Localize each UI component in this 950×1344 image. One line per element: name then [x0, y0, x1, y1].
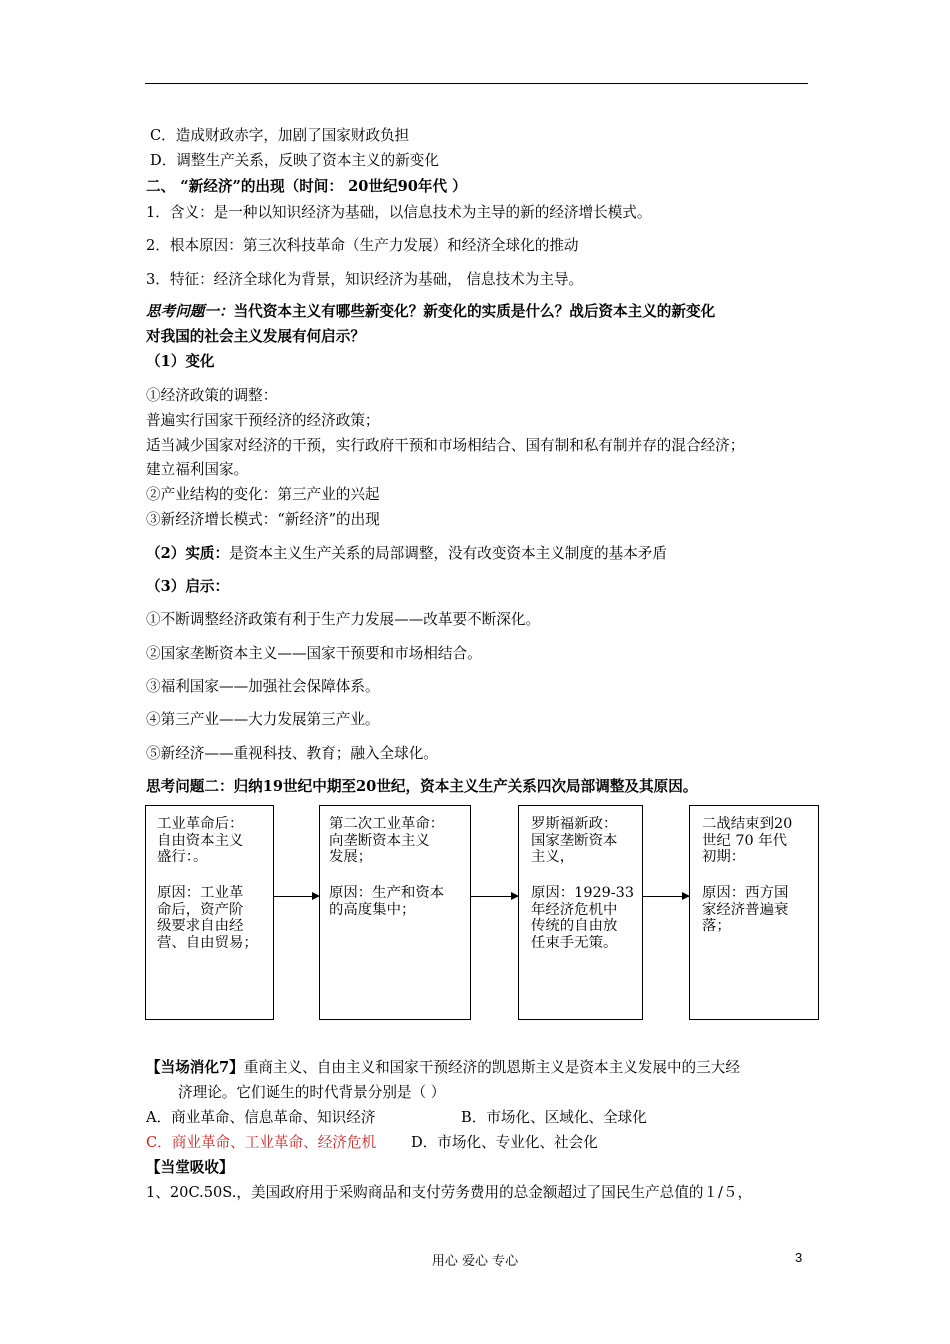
page-footer: 用心 爱心 专心 — [431, 1254, 519, 1269]
essence-label: （2）实质： — [146, 545, 230, 562]
exercise-7-text: 重商主义、自由主义和国家干预经济的凯恩斯主义是资本主义发展中的三大经 — [243, 1059, 740, 1076]
change-item-1b: 适当减少国家对经济的干预，实行政府干预和市场相结合、国有制和私有制并存的混合经济； — [146, 437, 745, 454]
question-1-line-2: 对我国的社会主义发展有何启示？ — [146, 328, 365, 345]
question-2: 思考问题二：归纳19世纪中期至20世纪，资本主义生产关系四次局部调整及其原因。 — [146, 778, 698, 795]
flow-box-1 — [145, 805, 274, 1020]
flow-box-4-reason: 原因：西方国 家经济普遍衰 落； — [702, 885, 789, 935]
flow-box-3 — [518, 805, 643, 1020]
flow-arrow-1 — [274, 896, 319, 897]
answer-option-b: B．市场化、区域化、全球化 — [461, 1109, 647, 1126]
flow-box-4 — [689, 805, 819, 1020]
change-item-2: ②产业结构的变化：第三产业的兴起 — [146, 486, 380, 503]
flow-box-2-title: 第二次工业革命： 向垄断资本主义 发展； — [329, 816, 445, 866]
option-c-line: C．造成财政赤字，加剧了国家财政负担 — [150, 127, 410, 144]
absorb-heading: 【当堂吸收】 — [146, 1159, 234, 1176]
change-item-1c: 建立福利国家。 — [146, 461, 249, 478]
flow-box-3-title: 罗斯福新政： 国家垄断资本 主义， — [531, 816, 618, 866]
question-1-text: 当代资本主义有哪些新变化？新变化的实质是什么？战后资本主义的新变化 — [233, 303, 716, 320]
enlightenment-item-1: ①不断调整经济政策有利于生产力发展——改革要不断深化。 — [146, 611, 541, 628]
flow-box-1-reason: 原因：工业革 命后，资产阶 级要求自由经 营、自由贸易； — [157, 885, 258, 951]
root-cause-line: 2．根本原因：第三次科技革命（生产力发展）和经济全球化的推动 — [146, 237, 579, 254]
change-heading: （1）变化 — [146, 353, 215, 370]
change-item-3: ③新经济增长模式：“新经济”的出现 — [146, 511, 380, 528]
answer-option-d: D．市场化、专业化、社会化 — [411, 1134, 598, 1151]
section-2-heading: 二、 “新经济”的出现（时间： 20世纪90年代 ） — [146, 178, 467, 195]
header-rule — [145, 83, 808, 84]
enlightenment-item-3: ③福利国家——加强社会保障体系。 — [146, 678, 380, 695]
option-d-line: D．调整生产关系，反映了资本主义的新变化 — [150, 152, 439, 169]
page-number: 3 — [795, 1250, 803, 1265]
answer-option-a: A．商业革命、信息革命、知识经济 — [146, 1109, 376, 1126]
definition-line: 1．含义：是一种以知识经济为基础，以信息技术为主导的新的经济增长模式。 — [146, 204, 652, 221]
flow-box-1-title: 工业革命后： 自由资本主义 盛行：。 — [157, 816, 244, 866]
flow-box-4-title: 二战结束到20 世纪 70 年代 初期： — [702, 816, 793, 866]
flow-arrow-2 — [471, 896, 518, 897]
flow-box-3-reason: 原因：1929-33 年经济危机中 传统的自由放 任束手无策。 — [531, 885, 634, 951]
enlightenment-item-4: ④第三产业——大力发展第三产业。 — [146, 711, 380, 728]
enlightenment-item-2: ②国家垄断资本主义——国家干预要和市场相结合。 — [146, 645, 482, 662]
answer-option-c: C．商业革命、工业革命、经济危机 — [146, 1134, 377, 1151]
flow-box-2-reason: 原因：生产和资本 的高度集中； — [329, 885, 445, 918]
flow-arrow-3 — [643, 896, 689, 897]
question-1-line-1 — [146, 302, 715, 322]
absorb-question-1: 1、20C.50S.，美国政府用于采购商品和支付劳务费用的总金额超过了国民生产总值的１/５， — [146, 1184, 753, 1201]
change-item-1: ①经济政策的调整： — [146, 387, 278, 404]
essence-line — [146, 544, 667, 564]
exercise-7-line-1 — [146, 1058, 740, 1078]
essence-text: 是资本主义生产关系的局部调整，没有改变资本主义制度的基本矛盾 — [229, 545, 667, 562]
exercise-7-label: 【当场消化7】 — [146, 1059, 244, 1076]
question-1-label: 思考问题一： — [146, 303, 234, 320]
feature-line: 3．特征：经济全球化为背景，知识经济为基础， 信息技术为主导。 — [146, 271, 584, 288]
enlightenment-item-5: ⑤新经济——重视科技、教育；融入全球化。 — [146, 745, 438, 762]
flow-box-2 — [319, 805, 471, 1020]
enlightenment-heading: （3）启示： — [146, 578, 230, 595]
exercise-7-line-2: 济理论。它们诞生的时代背景分别是（ ） — [178, 1084, 446, 1101]
change-item-1a: 普遍实行国家干预经济的经济政策； — [146, 412, 380, 429]
